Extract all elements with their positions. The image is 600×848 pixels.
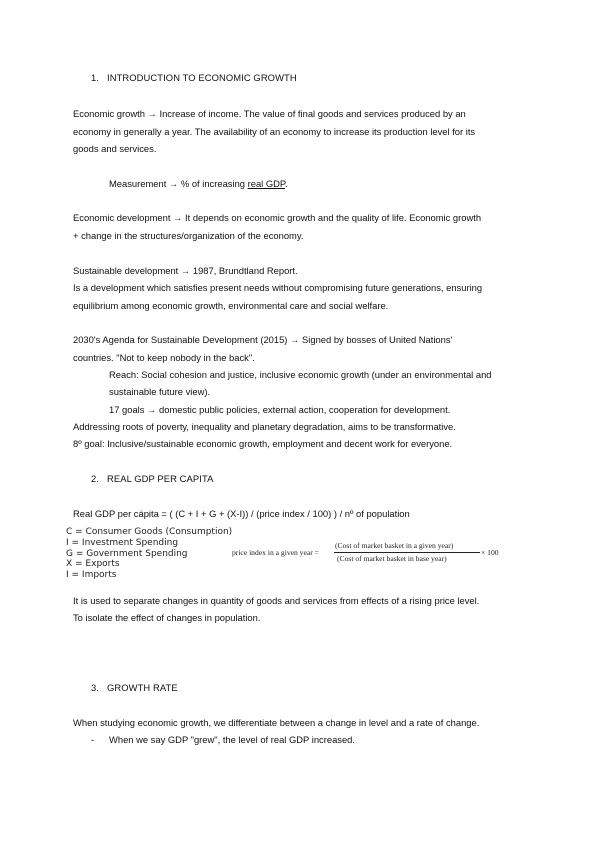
bullet-item: When we say GDP "grew", the level of real GDP increased. xyxy=(109,734,356,745)
equation-numerator: (Cost of market basket in a given year) xyxy=(335,541,454,550)
paragraph-line: It is used to separate changes in quantity of goods and services from effects of a rising price level. xyxy=(73,595,480,606)
measurement-line xyxy=(109,178,288,190)
paragraph-line: countries. "Not to keep nobody in the back". xyxy=(73,352,255,363)
equation-lhs: price index in a given year = xyxy=(232,548,319,557)
legend-line: C = Consumer Goods (Consumption) xyxy=(66,527,233,537)
measurement-period: . xyxy=(284,178,288,189)
section-number: 1. xyxy=(91,72,100,83)
bullet-dash: - xyxy=(91,734,95,745)
paragraph-line: Economic growth → Increase of income. The value of final goods and services produced by an xyxy=(73,108,466,119)
equation-multiplier: × 100 xyxy=(481,548,499,557)
section-title: GROWTH RATE xyxy=(107,682,178,693)
paragraph-line: When studying economic growth, we differentiate between a change in level and a rate of change. xyxy=(73,717,480,728)
paragraph-line: Economic development → It depends on economic growth and the quality of life. Economic growth xyxy=(73,212,482,223)
price-index-equation xyxy=(232,540,502,566)
indented-line: sustainable future view). xyxy=(109,386,211,397)
legend-line: I = Investment Spending xyxy=(66,538,179,548)
real-gdp-underlined: real GDP xyxy=(247,178,285,189)
section-title: REAL GDP PER CAPITA xyxy=(107,473,214,484)
measurement-text: Measurement → % of increasing xyxy=(109,178,248,189)
paragraph-line: To isolate the effect of changes in population. xyxy=(73,612,261,623)
legend-line: G = Government Spending xyxy=(66,549,188,559)
paragraph-line: goods and services. xyxy=(73,143,157,154)
paragraph-line: equilibrium among economic growth, environmental care and social welfare. xyxy=(73,300,389,311)
paragraph-line: Sustainable development → 1987, Brundtland Report. xyxy=(73,265,298,276)
indented-line: 17 goals → domestic public policies, external action, cooperation for development. xyxy=(109,404,451,415)
paragraph-line: Is a development which satisfies present needs without compromising future generations, ensuring xyxy=(73,282,483,293)
gdp-formula: Real GDP per cápita = ( (C + I + G + (X-I)) / (price index / 100) ) / nº of population xyxy=(73,508,410,519)
paragraph-line: 2030's Agenda for Sustainable Development (2015) → Signed by bosses of United Nations' xyxy=(73,334,453,345)
paragraph-line: economy in generally a year. The availability of an economy to increase its production level for its xyxy=(73,126,476,137)
legend-line: I = Imports xyxy=(66,570,117,580)
section-title: INTRODUCTION TO ECONOMIC GROWTH xyxy=(107,72,297,83)
paragraph-line: Addressing roots of poverty, inequality and planetary degradation, aims to be transformative. xyxy=(73,421,456,432)
paragraph-line: 8º goal: Inclusive/sustainable economic growth, employment and decent work for everyone. xyxy=(73,438,453,449)
paragraph-line: + change in the structures/organization of the economy. xyxy=(73,230,304,241)
indented-line: Reach: Social cohesion and justice, inclusive economic growth (under an environmental and xyxy=(109,369,492,380)
equation-denominator: (Cost of market basket in base year) xyxy=(337,554,447,563)
legend-line: X = Exports xyxy=(66,559,120,569)
fraction-bar xyxy=(334,552,480,553)
section-number: 3. xyxy=(91,682,100,693)
section-number: 2. xyxy=(91,473,100,484)
